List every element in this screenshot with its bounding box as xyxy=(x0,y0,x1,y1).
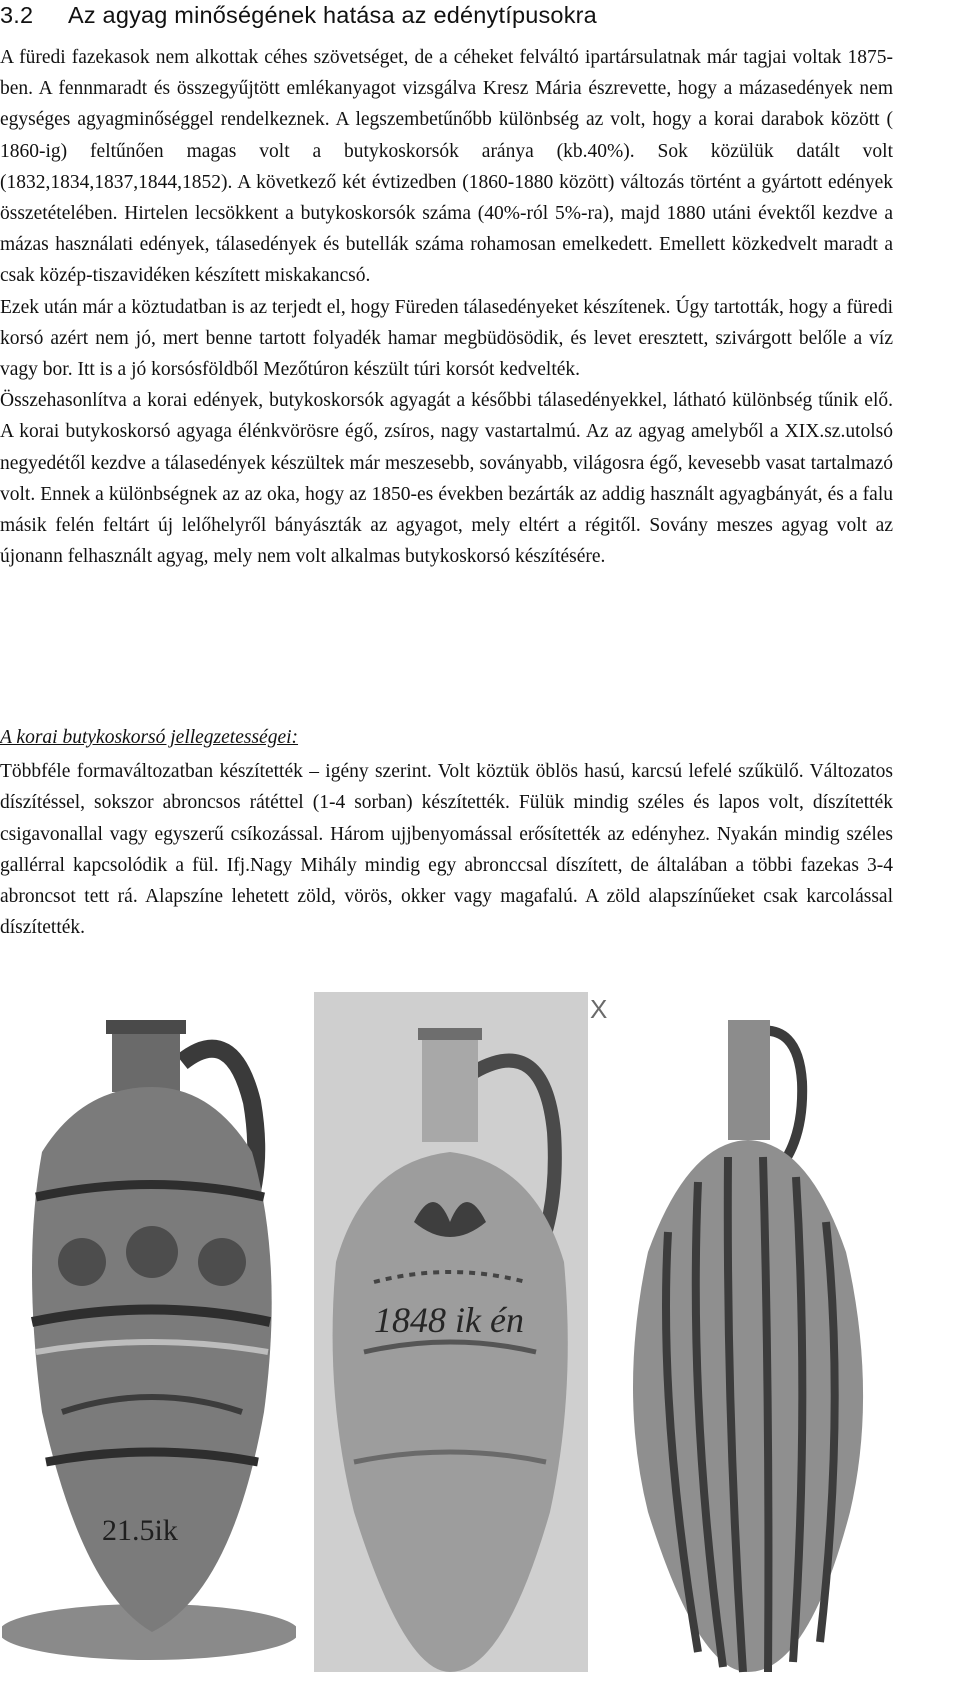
section-heading xyxy=(0,2,597,29)
jug1-inscription: 21.5ik xyxy=(102,1514,178,1547)
mark-x: X xyxy=(590,994,608,1024)
photo-striped-jug xyxy=(588,992,894,1680)
body-text xyxy=(0,42,893,572)
paragraph-2: Ezek után már a köztudatban is az terjedt el, hogy Füreden tálasedényeket készítenek. Úgy tartották, hogy a füredi korsó azért nem jó, mert benne tartott folyadék hamar megbüdösödik, és levet eresztett, szivárgott belőle a víz vagy bor. Itt is a jó korsósföldből Mezőtúron készült túri korsót kedvelték. xyxy=(0,296,893,381)
jug2-inscription: 1848 ik én xyxy=(374,1300,524,1340)
subheading: A korai butykoskorsó jellegzetességei: xyxy=(0,727,299,748)
photo-ornate-jug xyxy=(2,992,296,1680)
section-number: 3.2 xyxy=(0,2,34,28)
paragraph-3: Összehasonlítva a korai edények, butykoskorsók agyagát a későbbi tálasedényekkel, látható különbség tűnik elő. A korai butykoskorsó agyaga élénkvörösre égő, zsíros, nagy vastartalmú. Az az agyag amelyből a XIX.sz.utolsó negyedétől kezdve a tálasedények készültek már meszesebb, soványabb, világosra égő, kevesebb vasat tartalmazó volt. Ennek a különbségnek az az oka, hogy az 1850-es években bezárták az addig használt agyagbányát, és a falu másik felén feltárt új lelőhelyről bányászták az agyagot, mely eltért a régitől. Sovány meszes agyag volt az újonann felhasznált agyag, mely nem volt alkalmas butykoskorsó készítésére. xyxy=(0,390,893,568)
features-paragraph: Többféle formaváltozatban készítették – igény szerint. Volt köztük öblös hasú, karcsú lefelé szűkülő. Változatos díszítéssel, sokszor abroncsos rátéttel (1-4 sorban) készítették. Fülük mindig széles és lapos volt, díszítették csigavonallal vagy egyszerű csíkozással. Három ujjbenyomással erősítették az edényhez. Nyakán mindig széles gallérral kapcsolódik a fül. Ifj.Nagy Mihály mindig egy abronccsal díszített, de általában a többi fazekas 3-4 abroncsot tett rá. Alapszíne lehetett zöld, vörös, okker vagy magafalú. A zöld alapszínűeket csak karcolással díszítették. xyxy=(0,761,893,939)
paragraph-1: A füredi fazekasok nem alkottak céhes szövetséget, de a céheket felváltó ipartársulatnak már tagjai voltak 1875-ben. A fennmaradt és összegyűjtött emlékanyagot vizsgálva Kresz Mária észrevette, hogy a mázasedények nem egységes agyagminőséggel rendelkeznek. A legszembetűnőbb különbség az volt, hogy a korai darabok között ( 1860-ig) feltűnően magas volt a butykoskorsók aránya (kb.40%). Sok közülük datált volt (1832,1834,1837,1844,1852). A következő két évtizedben (1860-1880 között) változás történt a gyártott edények összetételében. Hirtelen lecsökkent a butykoskorsók száma (40%-ról 5%-ra), majd 1880 utáni évektől kezdve a mázas használati edények, tálasedények és butellák száma rohamosan emelkedett. Emellett közkedvelt maradt a csak közép-tiszavidéken készített miskakancsó. xyxy=(0,47,893,287)
photo-dated-jug xyxy=(314,992,588,1680)
section-title: Az agyag minőségének hatása az edénytípusokra xyxy=(68,2,597,28)
